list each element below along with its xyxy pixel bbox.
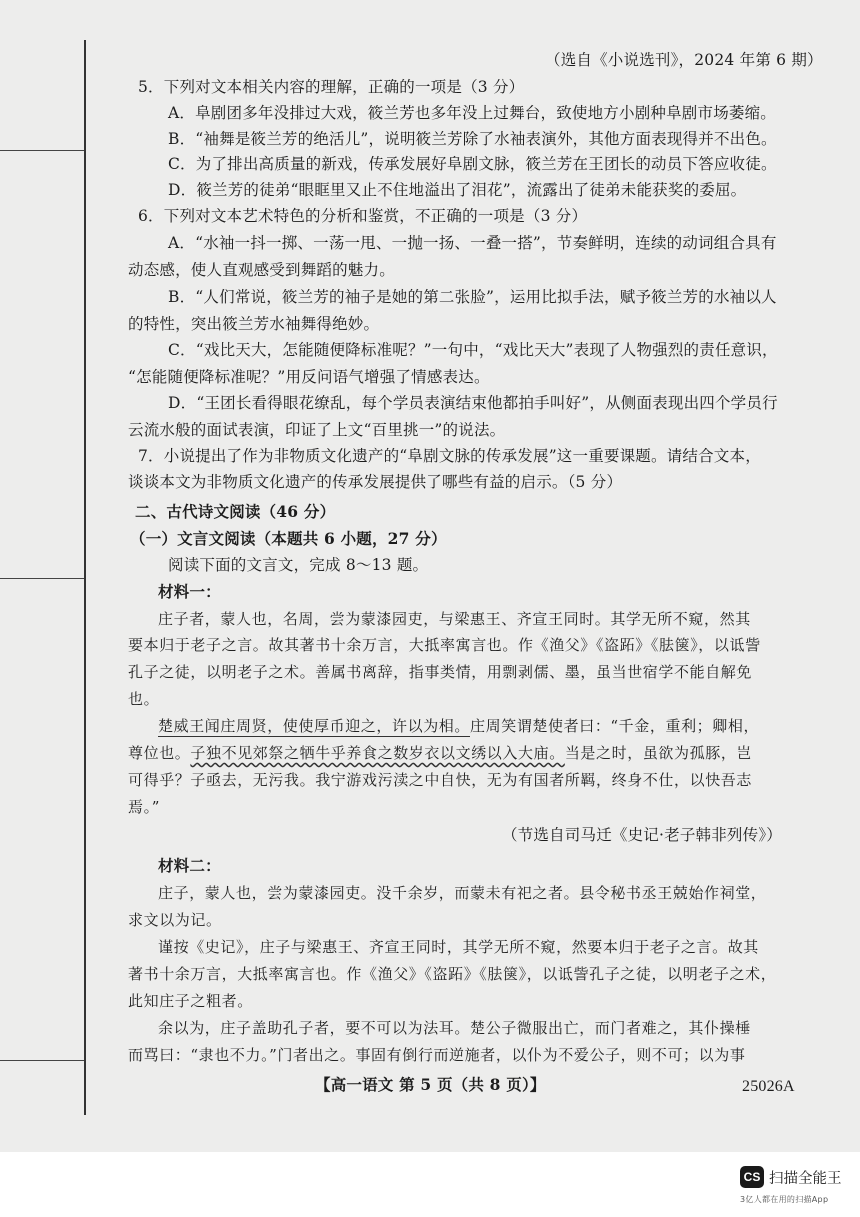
material-1-text: 要本归于老子之言。故其著书十余万言，大抵率寓言也。作《渔父》《盗跖》《胠箧》，以诋訾 [128,636,761,654]
material-2-text: 求文以为记。 [128,911,222,929]
source-note: （选自《小说选刊》，2024 年第 6 期） [545,51,823,69]
material-1-text [158,716,759,736]
material-1-text-span: 当是之时，虽欲为孤豚，岂 [564,744,753,762]
question-6-option-c-cont: “怎能随便降标准呢？”用反问语气增强了情感表达。 [128,368,490,386]
material-1-source: （节选自司马迁《史记·老子韩非列传》） [502,826,782,844]
question-6-option-b-cont: 的特性，突出筱兰芳水袖舞得绝妙。 [128,315,380,333]
binding-margin-line [84,40,86,1115]
question-5-option-b: B．“袖舞是筱兰芳的绝活儿”，说明筱兰芳除了水袖表演外，其他方面表现得并不出色。 [168,130,777,148]
app-name: 扫描全能王 [769,1171,842,1187]
question-5-option-a: A．阜剧团多年没排过大戏，筱兰芳也多年没上过舞台，致使地方小剧种阜剧市场萎缩。 [168,104,776,122]
material-1-text: 也。 [128,690,160,708]
material-2-text: 谨按《史记》，庄子与梁惠王、齐宣王同时，其学无所不窥，然要本归于老子之言。故其 [158,938,759,956]
margin-rule [0,150,84,151]
question-6-option-a-cont: 动态感，使人直观感受到舞蹈的魅力。 [128,261,395,279]
material-2-text: 庄子，蒙人也，尝为蒙漆园吏。没千余岁，而蒙未有祀之者。县令秘书丞王兢始作祠堂， [158,884,767,902]
question-5-stem: 5．下列对文本相关内容的理解，正确的一项是（3 分） [138,78,525,96]
question-6-option-a: A．“水袖一抖一掷、一荡一甩、一抛一扬、一叠一搭”，节奏鲜明，连续的动词组合具有 [168,234,777,252]
material-1-text [128,743,752,763]
material-2-text: 而骂曰：“隶也不力。”门者出之。事固有倒行而逆施者，以仆为不爱公子，则不可；以为事 [128,1046,746,1064]
material-2-text: 著书十余万言，大抵率寓言也。作《渔父》《盗跖》《胠箧》，以诋訾孔子之徒，以明老子之术， [128,965,777,983]
exam-code: 25026A [742,1078,795,1095]
margin-rule [0,1060,84,1061]
material-1-title: 材料一： [158,582,221,601]
material-1-text-span: 尊位也。 [128,744,191,762]
question-5-option-d: D．筱兰芳的徒弟“眼眶里又止不住地溢出了泪花”，流露出了徒弟未能获奖的委屈。 [168,181,747,199]
underlined-sentence: 楚威王闻庄周贤，使使厚币迎之，许以为相。 [158,717,471,735]
cs-badge-icon: CS [740,1166,764,1188]
question-6-option-c: C．“戏比天大，怎能随便降标准呢？”一句中，“戏比天大”表现了人物强烈的责任意识， [168,341,778,359]
material-1-text: 孔子之徒，以明老子之术。善属书离辞，指事类情，用剽剥儒、墨，虽当世宿学不能自解免 [128,663,753,681]
question-7-line-1: 7．小说提出了作为非物质文化遗产的“阜剧文脉的传承发展”这一重要课题。请结合文本， [138,447,761,465]
reading-instruction: 阅读下面的文言文，完成 8～13 题。 [168,556,429,574]
question-6-option-d-cont: 云流水般的面试表演，印证了上文“百里挑一”的说法。 [128,421,506,439]
material-2-text: 余以为，庄子盖助孔子者，要不可以为法耳。楚公子微服出亡，而门者难之，其仆操棰 [158,1019,751,1037]
question-5-option-c: C．为了排出高质量的新戏，传承发展好阜剧文脉，筱兰芳在王团长的动员下答应收徒。 [168,155,777,173]
question-6-stem: 6．下列对文本艺术特色的分析和鉴赏，不正确的一项是（3 分） [138,207,588,225]
page-footer: 【高一语文 第 5 页（共 8 页）】 [315,1075,546,1094]
question-6-option-d: D．“王团长看得眼花缭乱，每个学员表演结束他都拍手叫好”，从侧面表现出四个学员行 [168,394,778,412]
material-2-text: 此知庄子之粗者。 [128,992,253,1010]
scanner-app-logo [740,1166,850,1210]
section-heading: 二、古代诗文阅读（46 分） [135,502,336,521]
wavy-underlined-sentence: 子独不见郊祭之牺牛乎养食之数岁衣以文绣以入大庙。 [190,744,565,762]
material-1-text: 庄子者，蒙人也，名周，尝为蒙漆园吏，与梁惠王、齐宣王同时。其学无所不窥，然其 [158,610,751,628]
margin-rule [0,578,84,579]
material-1-text: 可得乎？子亟去，无污我。我宁游戏污渎之中自快，无为有国者所羁，终身不仕，以快吾志 [128,771,753,789]
material-1-text: 焉。” [128,798,160,816]
question-7-line-2: 谈谈本文为非物质文化遗产的传承发展提供了哪些有益的启示。（5 分） [128,473,623,491]
material-1-text-span: 庄周笑谓楚使者曰：“千金，重利；卿相， [470,717,760,735]
question-6-option-b: B．“人们常说，筱兰芳的袖子是她的第二张脸”，运用比拟手法，赋予筱兰芳的水袖以人 [168,288,777,306]
subsection-heading: （一）文言文阅读（本题共 6 小题，27 分） [130,529,447,548]
app-tagline: 3亿人都在用的扫描App [740,1195,829,1204]
material-2-title: 材料二： [158,856,221,875]
